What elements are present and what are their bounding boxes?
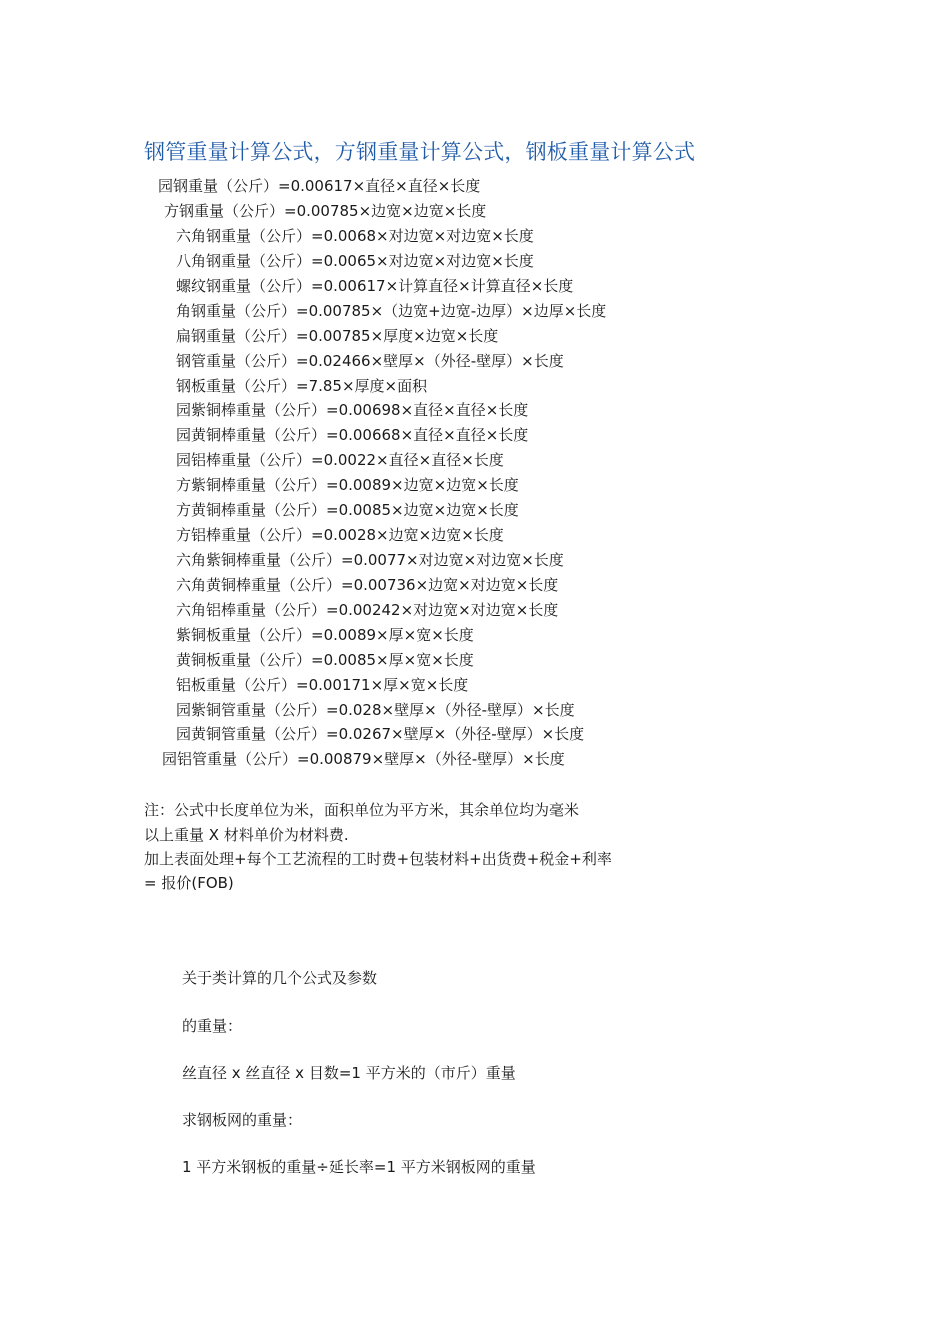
formula-line: 角钢重量（公斤）=0.00785×（边宽+边宽-边厚）×边厚×长度 bbox=[176, 302, 607, 320]
formula-line: 六角紫铜棒重量（公斤）=0.0077×对边宽×对边宽×长度 bbox=[176, 551, 564, 569]
formula-line: 螺纹钢重量（公斤）=0.00617×计算直径×计算直径×长度 bbox=[176, 277, 574, 295]
formula-line: 扁钢重量（公斤）=0.00785×厚度×边宽×长度 bbox=[176, 327, 499, 345]
formula-line: 钢管重量（公斤）=0.02466×壁厚×（外径-壁厚）×长度 bbox=[176, 352, 564, 370]
note-line: 以上重量 X 材料单价为材料费. bbox=[144, 826, 349, 844]
page-title: 钢管重量计算公式，方钢重量计算公式，钢板重量计算公式 bbox=[144, 140, 696, 164]
formula-line: 园黄铜管重量（公斤）=0.0267×壁厚×（外径-壁厚）×长度 bbox=[176, 725, 585, 743]
formula-line: 黄铜板重量（公斤）=0.0085×厚×宽×长度 bbox=[176, 651, 474, 669]
formula-line: 六角铝棒重量（公斤）=0.00242×对边宽×对边宽×长度 bbox=[176, 601, 559, 619]
formula-line: 铝板重量（公斤）=0.00171×厚×宽×长度 bbox=[176, 676, 469, 694]
section-label: 的重量： bbox=[182, 1017, 243, 1035]
section-heading: 关于类计算的几个公式及参数 bbox=[182, 969, 378, 987]
note-line: = 报价(FOB) bbox=[144, 874, 234, 892]
formula-line: 园黄铜棒重量（公斤）=0.00668×直径×直径×长度 bbox=[176, 426, 529, 444]
formula-line: 六角黄铜棒重量（公斤）=0.00736×边宽×对边宽×长度 bbox=[176, 576, 559, 594]
formula-line: 钢板重量（公斤）=7.85×厚度×面积 bbox=[176, 377, 428, 395]
section-formula: 1 平方米钢板的重量÷延长率=1 平方米钢板网的重量 bbox=[182, 1158, 536, 1176]
note-line: 加上表面处理+每个工艺流程的工时费+包装材料+出货费+税金+利率 bbox=[144, 850, 612, 868]
formula-line: 园铝棒重量（公斤）=0.0022×直径×直径×长度 bbox=[176, 451, 504, 469]
formula-line: 园紫铜管重量（公斤）=0.028×壁厚×（外径-壁厚）×长度 bbox=[176, 701, 575, 719]
formula-line: 园铝管重量（公斤）=0.00879×壁厚×（外径-壁厚）×长度 bbox=[162, 750, 565, 768]
formula-line: 园紫铜棒重量（公斤）=0.00698×直径×直径×长度 bbox=[176, 401, 529, 419]
formula-line: 八角钢重量（公斤）=0.0065×对边宽×对边宽×长度 bbox=[176, 252, 534, 270]
formula-line: 方钢重量（公斤）=0.00785×边宽×边宽×长度 bbox=[164, 202, 487, 220]
formula-line: 方铝棒重量（公斤）=0.0028×边宽×边宽×长度 bbox=[176, 526, 504, 544]
formula-line: 紫铜板重量（公斤）=0.0089×厚×宽×长度 bbox=[176, 626, 474, 644]
formula-line: 方黄铜棒重量（公斤）=0.0085×边宽×边宽×长度 bbox=[176, 501, 519, 519]
section-label: 求钢板网的重量： bbox=[182, 1111, 303, 1129]
formula-line: 六角钢重量（公斤）=0.0068×对边宽×对边宽×长度 bbox=[176, 227, 534, 245]
note-line: 注：公式中长度单位为米，面积单位为平方米，其余单位均为毫米 bbox=[144, 801, 580, 819]
formula-line: 方紫铜棒重量（公斤）=0.0089×边宽×边宽×长度 bbox=[176, 476, 519, 494]
formula-line: 园钢重量（公斤）=0.00617×直径×直径×长度 bbox=[158, 177, 481, 195]
section-formula: 丝直径 x 丝直径 x 目数=1 平方米的（市斤）重量 bbox=[182, 1064, 516, 1082]
